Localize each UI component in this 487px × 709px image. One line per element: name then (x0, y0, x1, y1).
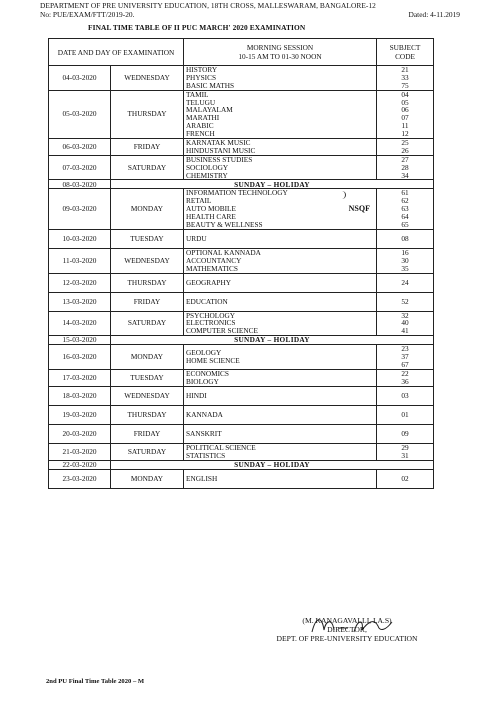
subject-code: 09 (401, 428, 409, 438)
subject-code: 31 (401, 450, 409, 460)
signatory-name: (M. KANAGAVALLI, I.A.S) (302, 616, 392, 625)
exam-date: 14-03-2020 (49, 311, 111, 336)
subject-name: PSYCHOLOGY (186, 310, 236, 320)
subjects-cell (184, 66, 377, 91)
codes-cell (377, 139, 434, 156)
subject-name: KANNADA (186, 409, 223, 419)
codes-cell (377, 369, 434, 386)
subjects-cell (184, 386, 377, 405)
subject-name: INFORMATION TECHNOLOGY (186, 188, 288, 198)
subject-name: BIOLOGY (186, 376, 219, 386)
exam-date: 18-03-2020 (49, 386, 111, 405)
subject-code: 33 (401, 72, 409, 82)
subject-name: MALAYALAM (186, 105, 233, 115)
exam-date: 06-03-2020 (49, 139, 111, 156)
exam-date: 12-03-2020 (49, 273, 111, 292)
subject-code: 61 (401, 188, 409, 198)
exam-day: SATURDAY (111, 155, 184, 180)
subjects-cell (184, 292, 377, 311)
holiday-label: SUNDAY – HOLIDAY (111, 180, 434, 189)
col-subject-code: SUBJECT CODE (377, 39, 434, 66)
subject-code: 04 (401, 89, 409, 99)
subject-name: AUTO MOBILE (186, 204, 236, 214)
subject-name: ARABIC (186, 121, 214, 131)
subject-code: 01 (401, 409, 409, 419)
table-row (49, 405, 434, 424)
table-row (49, 292, 434, 311)
document-header (40, 2, 460, 19)
subject-name: HOME SCIENCE (186, 356, 240, 366)
exam-day: FRIDAY (111, 139, 184, 156)
signatory-role: DIRECTOR, (327, 625, 367, 634)
exam-day: MONDAY (111, 189, 184, 229)
signature-block (252, 616, 442, 643)
exam-date: 13-03-2020 (49, 292, 111, 311)
subject-code: 03 (401, 390, 409, 400)
table-row (49, 155, 434, 180)
subject-name: EDUCATION (186, 296, 228, 306)
codes-cell (377, 405, 434, 424)
subjects-cell (184, 469, 377, 488)
exam-day: WEDNESDAY (111, 66, 184, 91)
footer-note: 2nd PU Final Time Table 2020 – M (46, 678, 145, 685)
holiday-row (49, 460, 434, 469)
subject-code: 37 (401, 352, 409, 362)
subject-name: HINDI (186, 390, 207, 400)
exam-date: 07-03-2020 (49, 155, 111, 180)
subject-code: 07 (401, 113, 409, 123)
table-row (49, 248, 434, 273)
subjects-cell (184, 405, 377, 424)
subjects-cell (184, 90, 377, 138)
table-row (49, 66, 434, 91)
table-row (49, 139, 434, 156)
timing-label: 10-15 AM TO 01-30 NOON (238, 52, 322, 61)
subject-name: ENGLISH (186, 473, 218, 483)
subject-code: 25 (401, 138, 409, 148)
holiday-row (49, 336, 434, 345)
subject-name: BEAUTY & WELLNESS (186, 220, 263, 230)
codes-cell (377, 443, 434, 460)
subject-name: KARNATAK MUSIC (186, 138, 251, 148)
codes-cell (377, 90, 434, 138)
subjects-cell (184, 229, 377, 248)
exam-date: 05-03-2020 (49, 90, 111, 138)
department-line: DEPARTMENT OF PRE UNIVERSITY EDUCATION, 18TH CROSS, MALLESWARAM, BANGALORE-12 (40, 1, 376, 10)
exam-date: 10-03-2020 (49, 229, 111, 248)
subject-code: 16 (401, 247, 409, 257)
subject-code: 22 (401, 368, 409, 378)
exam-date: 09-03-2020 (49, 189, 111, 229)
subject-code: 28 (401, 162, 409, 172)
subject-name: HEALTH CARE (186, 212, 236, 222)
exam-date: 23-03-2020 (49, 469, 111, 488)
codes-cell (377, 155, 434, 180)
table-row (49, 424, 434, 443)
reference-number: No: PUE/EXAM/FTT/2019-20. (40, 9, 135, 19)
table-header-row (49, 39, 434, 66)
dated: Dated: 4-11.2019 (408, 9, 460, 19)
subject-name: ELECTRONICS (186, 318, 236, 328)
subject-name: PHYSICS (186, 72, 217, 82)
subject-code: 67 (401, 360, 409, 370)
timetable (48, 38, 434, 489)
subjects-cell (184, 155, 377, 180)
exam-day: THURSDAY (111, 90, 184, 138)
subjects-cell (184, 345, 377, 370)
codes-cell (377, 311, 434, 336)
subject-code: 52 (401, 296, 409, 306)
signatory-dept: DEPT. OF PRE-UNIVERSITY EDUCATION (276, 634, 418, 643)
subject-name: BASIC MATHS (186, 80, 235, 90)
subject-code: 63 (401, 204, 409, 214)
subject-code: 23 (401, 344, 409, 354)
subject-name: COMPUTER SCIENCE (186, 326, 258, 336)
subject-code: 26 (401, 145, 409, 155)
subject-name: MARATHI (186, 113, 220, 123)
subject-code: 12 (401, 129, 409, 139)
subjects-cell (184, 248, 377, 273)
subjects-cell (184, 424, 377, 443)
subject-code: 05 (401, 97, 409, 107)
table-row (49, 90, 434, 138)
subject-name: HISTORY (186, 65, 218, 74)
subject-code: 40 (401, 318, 409, 328)
exam-date: 19-03-2020 (49, 405, 111, 424)
nsqf-tag: NSQF (348, 204, 370, 214)
subject-name: ACCOUNTANCY (186, 255, 242, 265)
subject-name: RETAIL (186, 196, 212, 206)
exam-date: 20-03-2020 (49, 424, 111, 443)
codes-cell (377, 292, 434, 311)
exam-date: 08-03-2020 (49, 180, 111, 189)
morning-label: MORNING SESSION (246, 43, 314, 52)
subject-name: MATHEMATICS (186, 263, 238, 273)
table-row (49, 469, 434, 488)
codes-cell (377, 345, 434, 370)
table-row (49, 345, 434, 370)
subject-name: GEOLOGY (186, 348, 222, 358)
exam-day: THURSDAY (111, 405, 184, 424)
exam-date: 16-03-2020 (49, 345, 111, 370)
exam-day: FRIDAY (111, 292, 184, 311)
exam-date: 15-03-2020 (49, 336, 111, 345)
subjects-cell (184, 139, 377, 156)
exam-day: WEDNESDAY (111, 248, 184, 273)
subjects-cell (184, 311, 377, 336)
table-row (49, 273, 434, 292)
subject-name: SANSKRIT (186, 428, 222, 438)
exam-date: 11-03-2020 (49, 248, 111, 273)
subjects-cell (184, 273, 377, 292)
subject-name: CHEMISTRY (186, 170, 228, 180)
codes-cell (377, 469, 434, 488)
holiday-label: SUNDAY – HOLIDAY (111, 336, 434, 345)
exam-day: THURSDAY (111, 273, 184, 292)
subjects-cell (184, 443, 377, 460)
subject-name: HINDUSTANI MUSIC (186, 145, 256, 155)
exam-date: 04-03-2020 (49, 66, 111, 91)
subject-code: 06 (401, 105, 409, 115)
exam-day: MONDAY (111, 469, 184, 488)
subject-name: BUSINESS STUDIES (186, 154, 253, 164)
subject-code: 75 (401, 80, 409, 90)
col-date-day: DATE AND DAY OF EXAMINATION (49, 39, 184, 66)
subject-code: 41 (401, 326, 409, 336)
table-row (49, 311, 434, 336)
table-row (49, 189, 434, 229)
exam-day: SATURDAY (111, 311, 184, 336)
codes-cell (377, 424, 434, 443)
subject-code: 62 (401, 196, 409, 206)
subject-name: GEOGRAPHY (186, 277, 231, 287)
exam-day: MONDAY (111, 345, 184, 370)
subject-code: 64 (401, 212, 409, 222)
subject-code: 36 (401, 376, 409, 386)
subject-name: SOCIOLOGY (186, 162, 229, 172)
table-row (49, 386, 434, 405)
codes-cell (377, 66, 434, 91)
subject-code: 65 (401, 220, 409, 230)
subject-code: 29 (401, 442, 409, 452)
subject-code: 35 (401, 263, 409, 273)
codes-cell (377, 229, 434, 248)
subject-code: 30 (401, 255, 409, 265)
exam-day: TUESDAY (111, 229, 184, 248)
codes-cell (377, 248, 434, 273)
subject-code: 11 (401, 121, 409, 131)
subject-name: STATISTICS (186, 450, 226, 460)
subjects-cell (184, 369, 377, 386)
exam-day: SATURDAY (111, 443, 184, 460)
subjects-cell (184, 189, 377, 229)
subject-name: TAMIL (186, 89, 209, 99)
exam-day: FRIDAY (111, 424, 184, 443)
subject-name: OPTIONAL KANNADA (186, 247, 261, 257)
document-title: FINAL TIME TABLE OF II PUC MARCH' 2020 EXAMINATION (88, 23, 306, 32)
codes-cell (377, 386, 434, 405)
subject-name: ECONOMICS (186, 368, 229, 378)
holiday-label: SUNDAY – HOLIDAY (111, 460, 434, 469)
subject-code: 27 (401, 154, 409, 164)
codes-cell (377, 189, 434, 229)
subject-code: 08 (401, 233, 409, 243)
exam-date: 17-03-2020 (49, 369, 111, 386)
col-morning-session (184, 39, 377, 66)
exam-day: WEDNESDAY (111, 386, 184, 405)
subject-code: 21 (401, 65, 409, 74)
codes-cell (377, 273, 434, 292)
timetable-body (49, 66, 434, 489)
subject-name: FRENCH (186, 129, 215, 139)
exam-date: 21-03-2020 (49, 443, 111, 460)
subject-code: 24 (401, 277, 409, 287)
subject-name: TELUGU (186, 97, 216, 107)
exam-day: TUESDAY (111, 369, 184, 386)
table-row (49, 443, 434, 460)
subject-name: URDU (186, 233, 207, 243)
table-row (49, 369, 434, 386)
subject-code: 02 (401, 473, 409, 483)
subject-name: POLITICAL SCIENCE (186, 442, 256, 452)
subject-code: 34 (401, 170, 409, 180)
subject-code: 32 (401, 310, 409, 320)
table-row (49, 229, 434, 248)
exam-date: 22-03-2020 (49, 460, 111, 469)
